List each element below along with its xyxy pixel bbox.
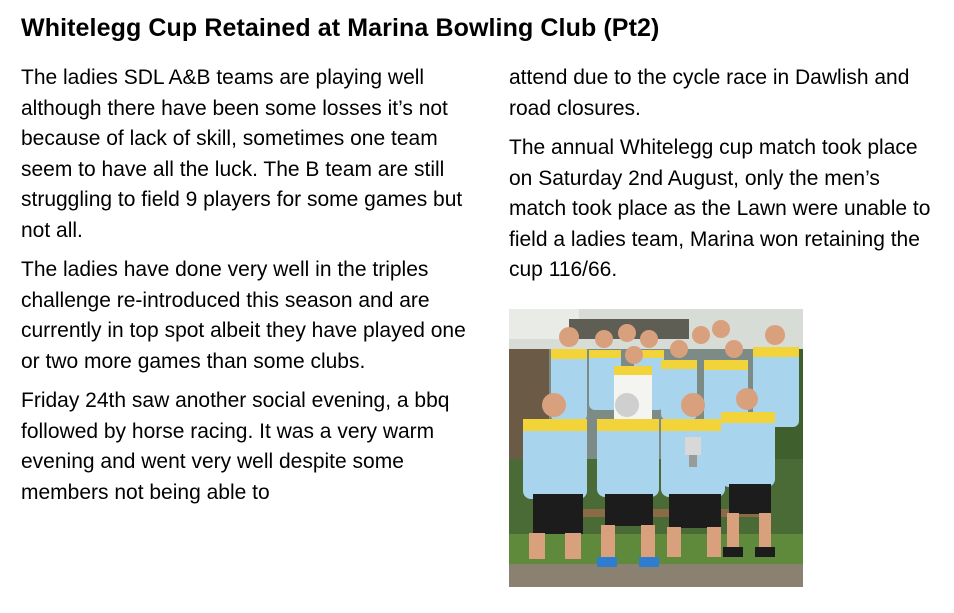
paragraph-whitelegg-cup: The annual Whitelegg cup match took place on Saturday 2nd August, only the men’s match took place as the Lawn were unable to field a ladies team, Marina won retaining the cup 116/66. xyxy=(509,136,931,281)
team-photo xyxy=(509,309,803,587)
right-column xyxy=(509,63,939,295)
paragraph-cycle-race: attend due to the cycle race in Dawlish and road closures. xyxy=(509,66,910,120)
paragraph-triples-challenge: The ladies have done very well in the triples challenge re-introduced this season and are currently in top spot albeit they have played one or two more games than some clubs. xyxy=(21,258,466,373)
article-title: Whitelegg Cup Retained at Marina Bowling Club (Pt2) xyxy=(21,14,660,42)
left-column xyxy=(21,63,473,517)
paragraph-social-evening: Friday 24th saw another social evening, a bbq followed by horse racing. It was a very warm evening and went very well despite some members not being able to xyxy=(21,389,450,504)
paragraph-sdl-teams: The ladies SDL A&B teams are playing well although there have been some losses it’s not because of lack of skill, sometimes one team seem to have all the luck. The B team are still struggling to field 9 players for some games but not all. xyxy=(21,66,463,242)
team-photo-illustration xyxy=(509,309,803,587)
